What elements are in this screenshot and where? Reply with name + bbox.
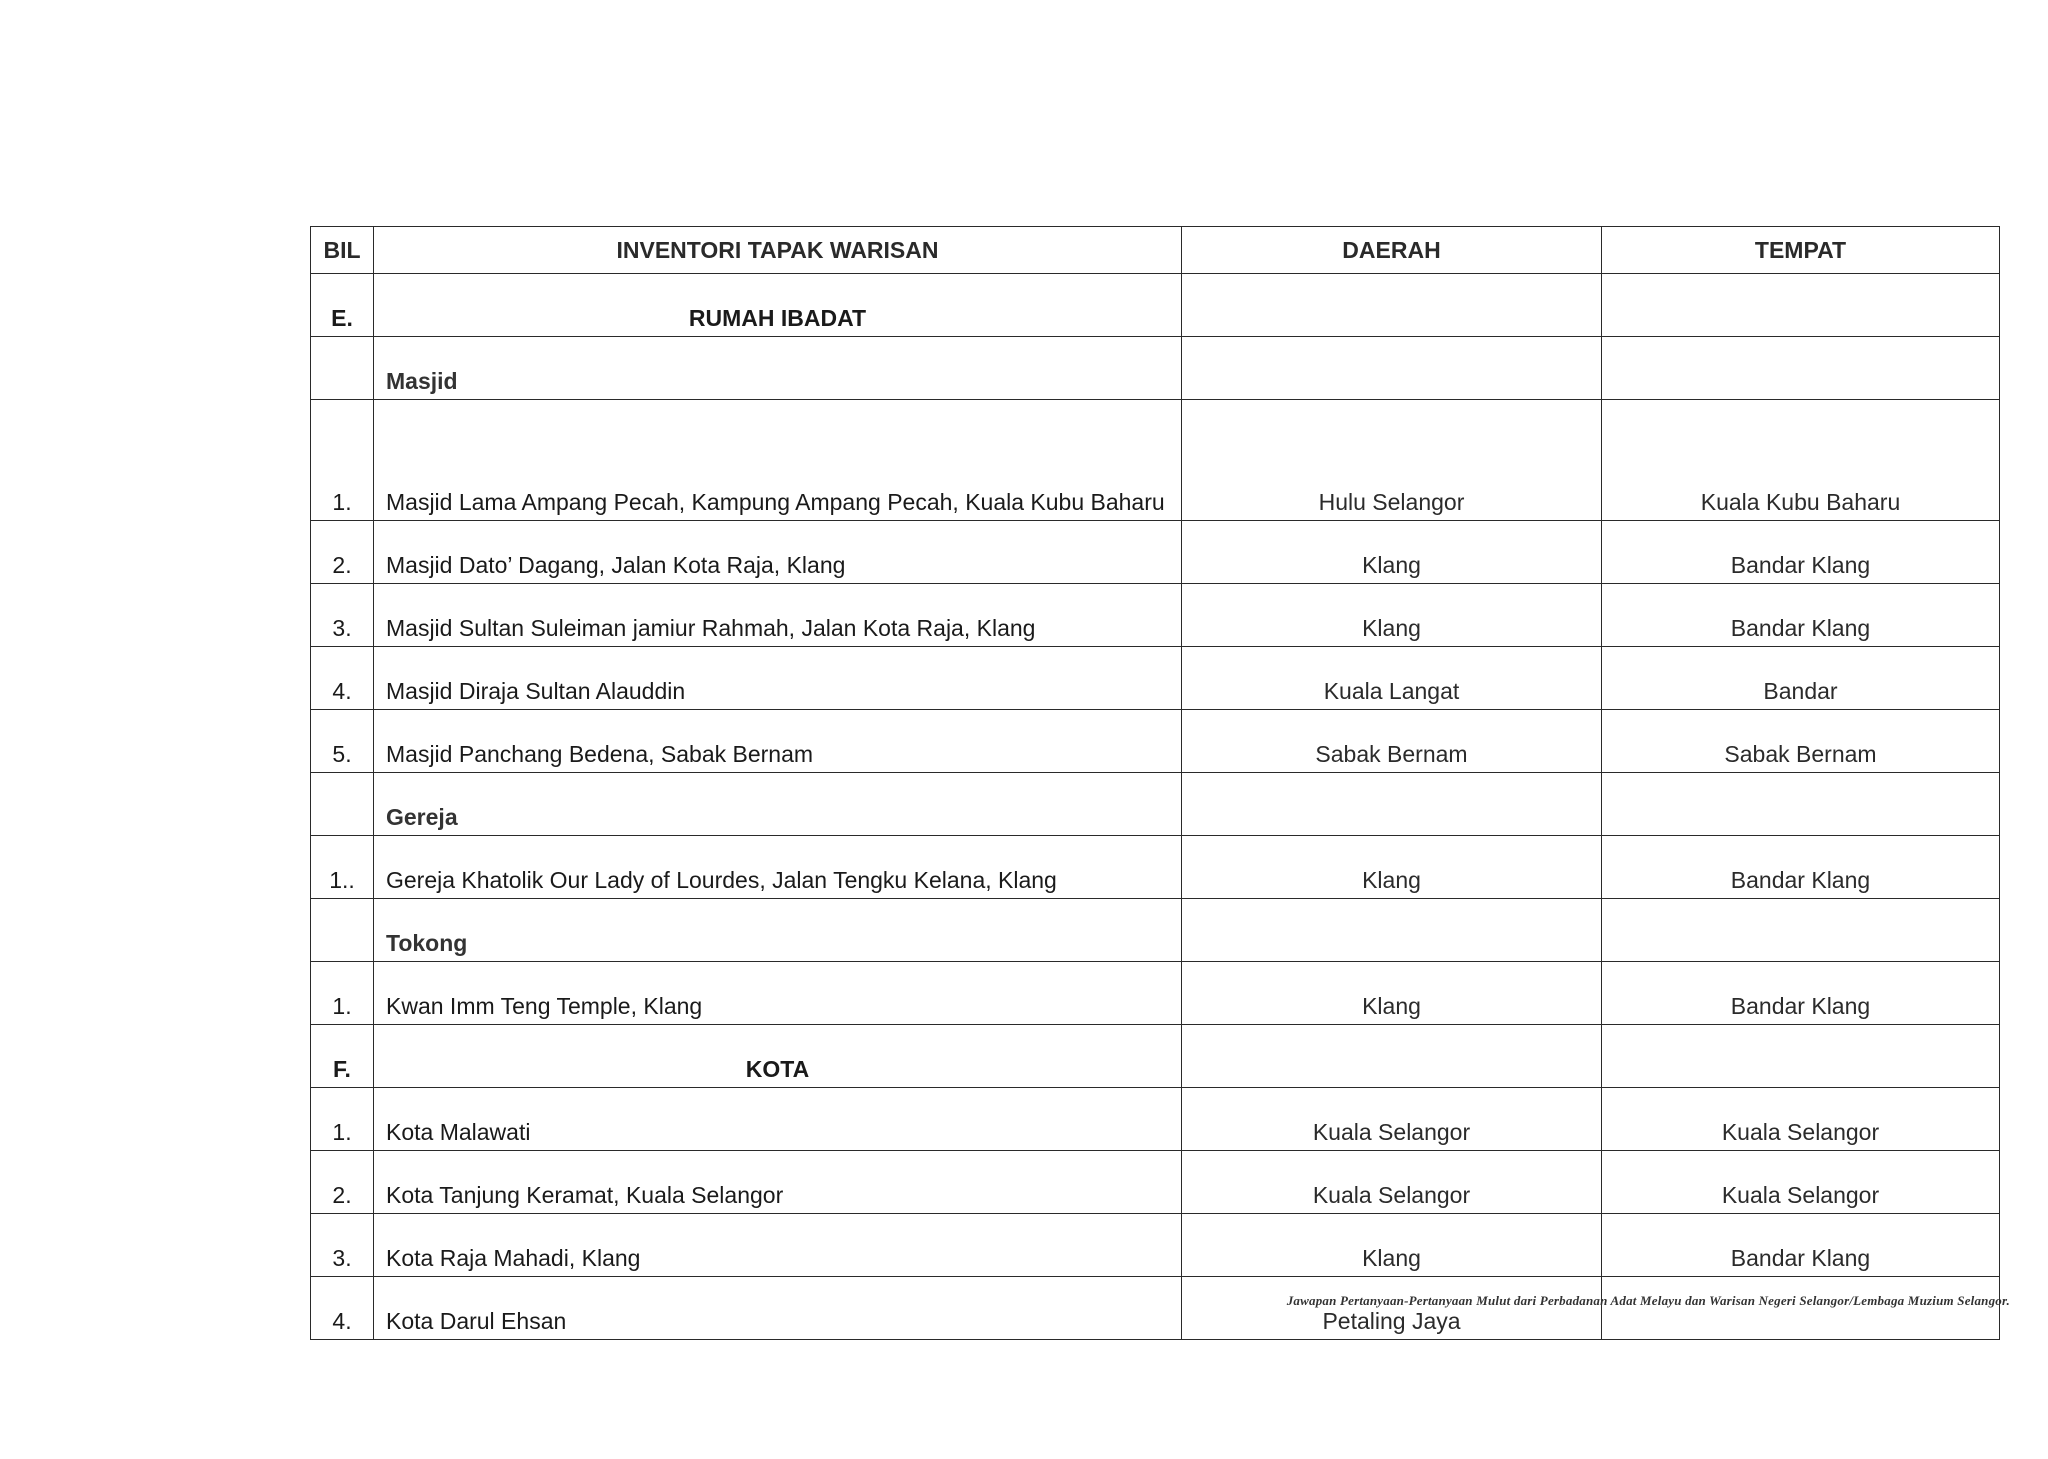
subcategory-label: Gereja: [374, 773, 1182, 836]
table-row: [311, 400, 2000, 521]
cell-bil: 1.: [311, 400, 374, 521]
cell-bil: 4.: [311, 647, 374, 710]
table-row: [311, 1214, 2000, 1277]
cell-daerah: [1182, 773, 1602, 836]
cell-tempat: [1602, 337, 2000, 400]
cell-daerah: Klang: [1182, 962, 1602, 1025]
cell-daerah: Kuala Langat: [1182, 647, 1602, 710]
category-row: [311, 1025, 2000, 1088]
cell-site-name: Kota Tanjung Keramat, Kuala Selangor: [374, 1151, 1182, 1214]
cell-bil: 1.: [311, 962, 374, 1025]
table-row: [311, 836, 2000, 899]
cell-tempat: [1602, 274, 2000, 337]
cell-tempat: Bandar Klang: [1602, 836, 2000, 899]
cell-site-name: Masjid Lama Ampang Pecah, Kampung Ampang Pecah, Kuala Kubu Baharu: [374, 400, 1182, 521]
cell-daerah: Klang: [1182, 584, 1602, 647]
cell-bil: 2.: [311, 1151, 374, 1214]
cell-daerah: [1182, 1025, 1602, 1088]
table-row: [311, 521, 2000, 584]
cell-bil: 1.: [311, 1088, 374, 1151]
table-row: [311, 710, 2000, 773]
subcategory-row: [311, 899, 2000, 962]
subcategory-row: [311, 337, 2000, 400]
subcategory-label: Tokong: [374, 899, 1182, 962]
cell-daerah: Hulu Selangor: [1182, 400, 1602, 521]
cell-site-name: Kota Raja Mahadi, Klang: [374, 1214, 1182, 1277]
cell-bil: [311, 337, 374, 400]
table-row: [311, 962, 2000, 1025]
category-row: [311, 274, 2000, 337]
cell-bil: 3.: [311, 1214, 374, 1277]
cell-tempat: Bandar Klang: [1602, 1214, 2000, 1277]
subcategory-label: Masjid: [374, 337, 1182, 400]
cell-tempat: Sabak Bernam: [1602, 710, 2000, 773]
cell-bil: 1..: [311, 836, 374, 899]
cell-site-name: Masjid Diraja Sultan Alauddin: [374, 647, 1182, 710]
cell-bil: 4.: [311, 1277, 374, 1340]
cell-tempat: [1602, 1025, 2000, 1088]
cell-daerah: Klang: [1182, 1214, 1602, 1277]
cell-site-name: Kota Darul Ehsan: [374, 1277, 1182, 1340]
cell-bil: [311, 773, 374, 836]
cell-bil: 5.: [311, 710, 374, 773]
cell-bil: 3.: [311, 584, 374, 647]
cell-tempat: [1602, 773, 2000, 836]
header-daerah: DAERAH: [1182, 227, 1602, 274]
cell-daerah: Klang: [1182, 521, 1602, 584]
cell-bil: [311, 899, 374, 962]
cell-tempat: Bandar Klang: [1602, 584, 2000, 647]
header-inventori: INVENTORI TAPAK WARISAN: [374, 227, 1182, 274]
cell-tempat: Kuala Selangor: [1602, 1088, 2000, 1151]
table-row: [311, 1088, 2000, 1151]
table-row: [311, 584, 2000, 647]
cell-daerah: Klang: [1182, 836, 1602, 899]
cell-daerah: Sabak Bernam: [1182, 710, 1602, 773]
category-label: RUMAH IBADAT: [374, 274, 1182, 337]
header-bil: BIL: [311, 227, 374, 274]
cell-tempat: Bandar: [1602, 647, 2000, 710]
cell-daerah: Kuala Selangor: [1182, 1151, 1602, 1214]
heritage-inventory-table: [310, 226, 2000, 1340]
cell-bil: F.: [311, 1025, 374, 1088]
table-body: [311, 274, 2000, 1340]
cell-tempat: Kuala Kubu Baharu: [1602, 400, 2000, 521]
cell-daerah: Petaling Jaya: [1182, 1277, 1602, 1340]
footer-note: Jawapan Pertanyaan-Pertanyaan Mulut dari Perbadanan Adat Melayu dan Warisan Negeri Selangor/Lembaga Muzium Selangor.: [1286, 1293, 2010, 1308]
cell-tempat: Bandar Klang: [1602, 962, 2000, 1025]
subcategory-row: [311, 773, 2000, 836]
cell-daerah: [1182, 899, 1602, 962]
cell-site-name: Masjid Panchang Bedena, Sabak Bernam: [374, 710, 1182, 773]
table-row: [311, 647, 2000, 710]
table-row: [311, 1151, 2000, 1214]
cell-site-name: Kwan Imm Teng Temple, Klang: [374, 962, 1182, 1025]
category-label: KOTA: [374, 1025, 1182, 1088]
table-header-row: [311, 227, 2000, 274]
cell-daerah: [1182, 337, 1602, 400]
cell-site-name: Masjid Dato’ Dagang, Jalan Kota Raja, Klang: [374, 521, 1182, 584]
header-tempat: TEMPAT: [1602, 227, 2000, 274]
cell-site-name: Masjid Sultan Suleiman jamiur Rahmah, Jalan Kota Raja, Klang: [374, 584, 1182, 647]
cell-daerah: Kuala Selangor: [1182, 1088, 1602, 1151]
cell-site-name: Gereja Khatolik Our Lady of Lourdes, Jalan Tengku Kelana, Klang: [374, 836, 1182, 899]
cell-daerah: [1182, 274, 1602, 337]
cell-tempat: Kuala Selangor: [1602, 1151, 2000, 1214]
cell-bil: E.: [311, 274, 374, 337]
cell-tempat: [1602, 899, 2000, 962]
cell-tempat: Bandar Klang: [1602, 521, 2000, 584]
cell-bil: 2.: [311, 521, 374, 584]
cell-site-name: Kota Malawati: [374, 1088, 1182, 1151]
